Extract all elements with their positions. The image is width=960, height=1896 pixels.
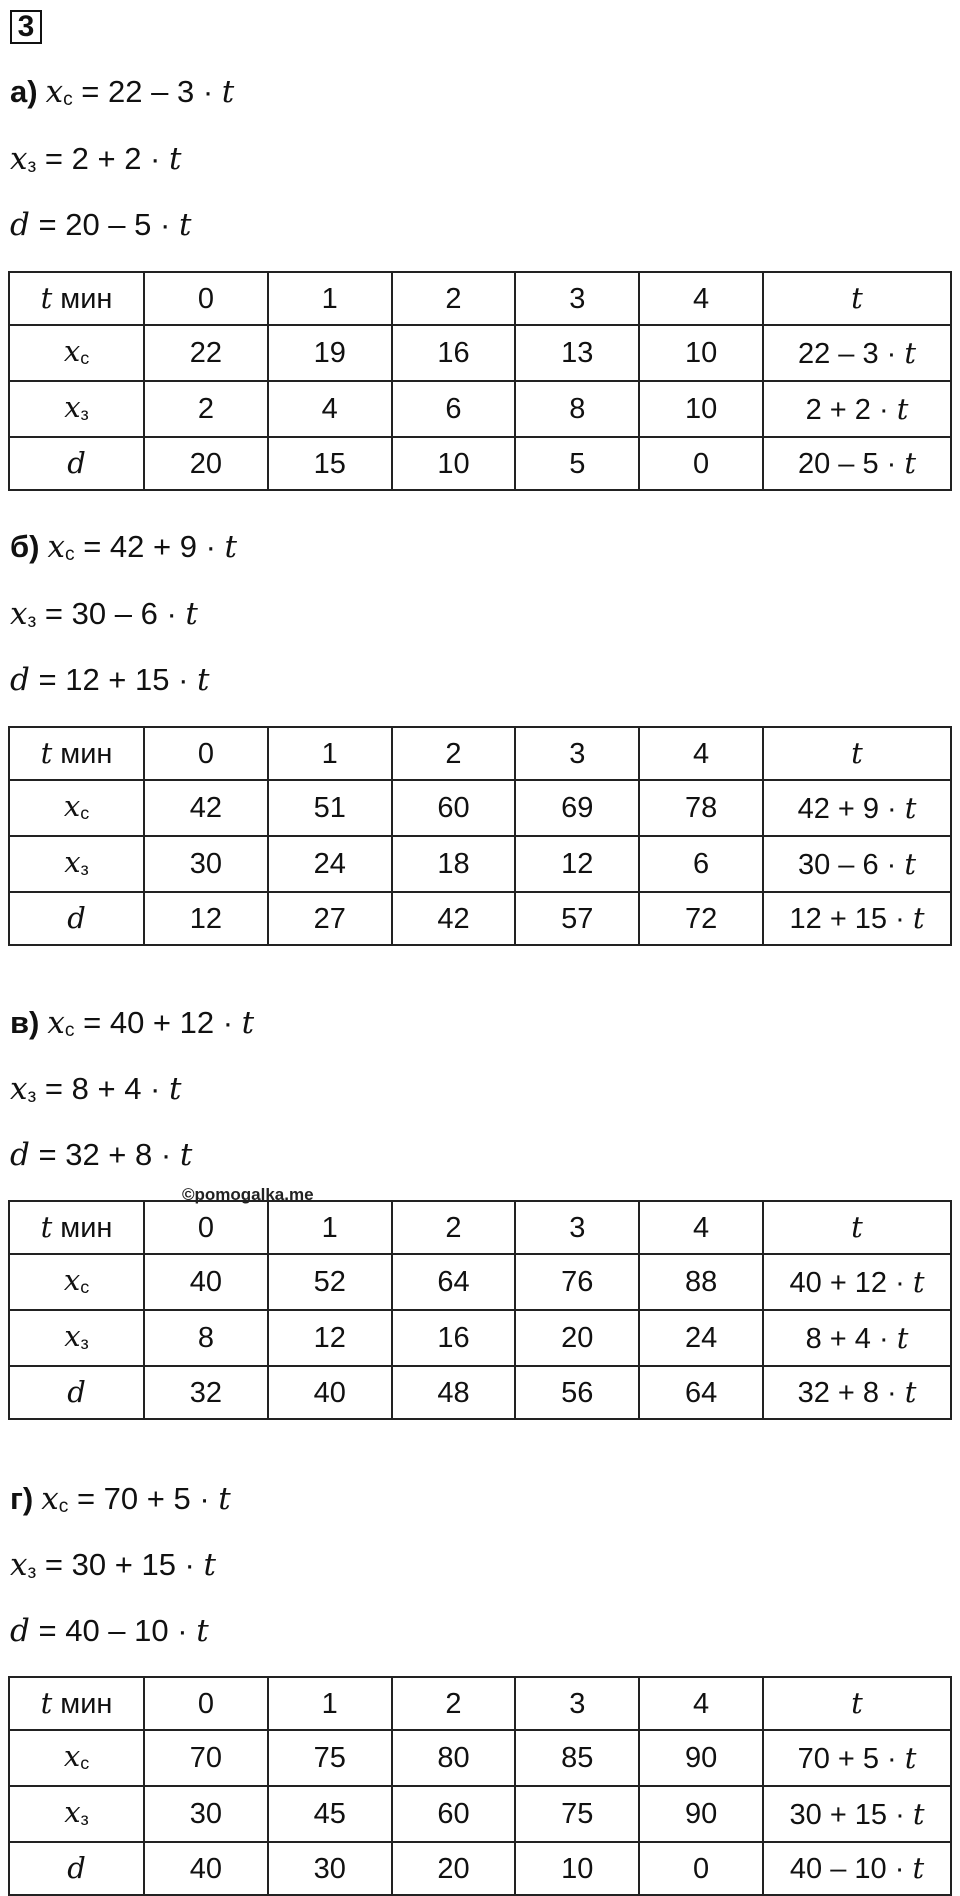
table-cell: 16 xyxy=(392,1310,516,1366)
table-cell: 2 xyxy=(144,381,268,437)
motion-table xyxy=(8,726,952,946)
table-cell: 42 + 9 · t xyxy=(763,780,951,836)
row-header-cell xyxy=(9,1254,144,1310)
table-cell: 57 xyxy=(515,892,639,945)
equation-xc: г) $x_с = 70 + 5 \cdot t$ xyxy=(10,1481,231,1517)
table-cell: 72 xyxy=(639,892,763,945)
row-header-cell xyxy=(9,1366,144,1419)
table-row-time xyxy=(9,272,951,325)
table-cell: 13 xyxy=(515,325,639,381)
xc-symbol: $x_с$ xyxy=(63,1263,90,1297)
table-cell: 2 + 2 · t xyxy=(763,381,951,437)
table-cell: 4 xyxy=(639,1677,763,1730)
table-cell: 48 xyxy=(392,1366,516,1419)
table-cell: 20 xyxy=(144,437,268,490)
xz-symbol: $x_з$ xyxy=(10,1071,37,1107)
table-cell: 0 xyxy=(144,1201,268,1254)
part-label: в) xyxy=(10,1005,40,1040)
equation-d: d = 32 + 8 · t xyxy=(10,1137,193,1173)
table-cell: 76 xyxy=(515,1254,639,1310)
table-cell: 3 xyxy=(515,272,639,325)
table-row-d xyxy=(9,1366,951,1419)
xc-symbol: $x_с$ xyxy=(63,1739,90,1773)
d-symbol: d xyxy=(67,446,86,480)
table-cell: 5 xyxy=(515,437,639,490)
row-header-cell xyxy=(9,437,144,490)
table-row-xc xyxy=(9,1254,951,1310)
table-cell: 0 xyxy=(639,437,763,490)
table-cell: 45 xyxy=(268,1786,392,1842)
table-cell: 6 xyxy=(639,836,763,892)
task-number: 3 xyxy=(17,10,35,43)
table-cell: 4 xyxy=(639,272,763,325)
table-cell: 42 xyxy=(392,892,516,945)
table-cell: 22 xyxy=(144,325,268,381)
row-header-cell xyxy=(9,780,144,836)
d-symbol: d xyxy=(10,662,30,698)
table-cell: 88 xyxy=(639,1254,763,1310)
table-cell: 85 xyxy=(515,1730,639,1786)
table-cell: 64 xyxy=(392,1254,516,1310)
equation-xz: $x_з = 30 + 15 \cdot t$ xyxy=(10,1547,216,1583)
table-row-xc xyxy=(9,1730,951,1786)
motion-table xyxy=(8,271,952,491)
table-cell: 90 xyxy=(639,1786,763,1842)
table-cell: 70 + 5 · t xyxy=(763,1730,951,1786)
table-cell: t xyxy=(763,727,951,780)
row-header-cell xyxy=(9,381,144,437)
table-cell: 12 xyxy=(144,892,268,945)
table-cell: 1 xyxy=(268,1201,392,1254)
row-header-cell: t мин xyxy=(9,1677,144,1730)
table-cell: 4 xyxy=(639,1201,763,1254)
table-cell: 4 xyxy=(639,727,763,780)
table-cell: 30 xyxy=(144,1786,268,1842)
xc-symbol: $x_с$ xyxy=(63,789,90,823)
table-cell: 2 xyxy=(392,727,516,780)
table-row-xz xyxy=(9,1786,951,1842)
part-label: б) xyxy=(10,529,40,564)
table-cell: 12 xyxy=(515,836,639,892)
table-cell: 10 xyxy=(639,381,763,437)
xc-symbol: $x_с$ xyxy=(47,529,75,565)
table-cell: 8 xyxy=(144,1310,268,1366)
table-cell: 0 xyxy=(639,1842,763,1895)
xz-symbol: $x_з$ xyxy=(64,845,89,879)
task-number-box xyxy=(10,10,42,44)
table-cell: 40 – 10 · t xyxy=(763,1842,951,1895)
row-header-cell xyxy=(9,836,144,892)
d-symbol: d xyxy=(10,207,30,243)
motion-table xyxy=(8,1200,952,1420)
table-cell: 12 xyxy=(268,1310,392,1366)
row-header-cell: t мин xyxy=(9,727,144,780)
xc-symbol: $x_с$ xyxy=(47,1005,75,1041)
table-cell: 75 xyxy=(515,1786,639,1842)
table-cell: 10 xyxy=(639,325,763,381)
table-cell: 56 xyxy=(515,1366,639,1419)
xc-symbol: $x_с$ xyxy=(45,74,73,110)
xz-symbol: $x_з$ xyxy=(10,1547,37,1583)
table-cell: 4 xyxy=(268,381,392,437)
table-cell: 75 xyxy=(268,1730,392,1786)
equation-d: d = 12 + 15 · t xyxy=(10,662,210,698)
table-row-time xyxy=(9,727,951,780)
table-cell: 1 xyxy=(268,727,392,780)
part-label: а) xyxy=(10,74,38,109)
table-cell: 0 xyxy=(144,1677,268,1730)
equation-xz: $x_з = 30 - 6 \cdot t$ xyxy=(10,596,198,632)
xc-symbol: $x_с$ xyxy=(63,334,90,368)
row-header-cell xyxy=(9,1730,144,1786)
xz-symbol: $x_з$ xyxy=(64,1795,89,1829)
xz-symbol: $x_з$ xyxy=(64,390,89,424)
table-cell: 40 xyxy=(144,1254,268,1310)
table-cell: 10 xyxy=(515,1842,639,1895)
table-row-xz xyxy=(9,1310,951,1366)
equation-xc: б) $x_с = 42 + 9 \cdot t$ xyxy=(10,529,237,565)
table-cell: t xyxy=(763,1201,951,1254)
motion-table xyxy=(8,1676,952,1896)
d-symbol: d xyxy=(67,901,86,935)
xz-symbol: $x_з$ xyxy=(10,141,37,177)
table-cell: 16 xyxy=(392,325,516,381)
table-row-d xyxy=(9,892,951,945)
equation-xz: $x_з = 2 + 2 \cdot t$ xyxy=(10,141,182,177)
table-cell: t xyxy=(763,272,951,325)
table-cell: 69 xyxy=(515,780,639,836)
table-cell: 24 xyxy=(639,1310,763,1366)
table-cell: 18 xyxy=(392,836,516,892)
table-cell: 20 – 5 · t xyxy=(763,437,951,490)
table-cell: 80 xyxy=(392,1730,516,1786)
table-row-time xyxy=(9,1201,951,1254)
table-cell: 20 xyxy=(392,1842,516,1895)
row-header-cell: t мин xyxy=(9,1201,144,1254)
table-cell: 40 xyxy=(268,1366,392,1419)
table-cell: 0 xyxy=(144,272,268,325)
table-cell: 70 xyxy=(144,1730,268,1786)
row-header-cell xyxy=(9,1786,144,1842)
d-symbol: d xyxy=(10,1137,30,1173)
table-cell: 20 xyxy=(515,1310,639,1366)
table-cell: 1 xyxy=(268,272,392,325)
d-symbol: d xyxy=(10,1613,30,1649)
table-row-xz xyxy=(9,381,951,437)
table-cell: 0 xyxy=(144,727,268,780)
row-header-cell xyxy=(9,892,144,945)
row-header-cell: t мин xyxy=(9,272,144,325)
table-cell: 60 xyxy=(392,1786,516,1842)
table-cell: 8 xyxy=(515,381,639,437)
table-cell: 30 + 15 · t xyxy=(763,1786,951,1842)
table-cell: 8 + 4 · t xyxy=(763,1310,951,1366)
table-cell: 12 + 15 · t xyxy=(763,892,951,945)
xz-symbol: $x_з$ xyxy=(64,1319,89,1353)
row-header-cell xyxy=(9,1842,144,1895)
table-row-xz xyxy=(9,836,951,892)
table-cell: 32 xyxy=(144,1366,268,1419)
table-cell: 42 xyxy=(144,780,268,836)
table-cell: 3 xyxy=(515,1201,639,1254)
table-cell: 40 + 12 · t xyxy=(763,1254,951,1310)
d-symbol: d xyxy=(67,1851,86,1885)
row-header-cell xyxy=(9,1310,144,1366)
table-cell: 40 xyxy=(144,1842,268,1895)
xz-symbol: $x_з$ xyxy=(10,596,37,632)
table-cell: 24 xyxy=(268,836,392,892)
table-cell: 6 xyxy=(392,381,516,437)
xc-symbol: $x_с$ xyxy=(41,1481,69,1517)
table-row-xc xyxy=(9,780,951,836)
table-cell: 2 xyxy=(392,1677,516,1730)
table-cell: 22 – 3 · t xyxy=(763,325,951,381)
table-cell: t xyxy=(763,1677,951,1730)
table-row-d xyxy=(9,437,951,490)
table-cell: 1 xyxy=(268,1677,392,1730)
table-cell: 30 xyxy=(144,836,268,892)
table-cell: 15 xyxy=(268,437,392,490)
table-cell: 30 – 6 · t xyxy=(763,836,951,892)
equation-d: d = 20 – 5 · t xyxy=(10,207,192,243)
table-cell: 3 xyxy=(515,1677,639,1730)
table-cell: 2 xyxy=(392,1201,516,1254)
table-row-time xyxy=(9,1677,951,1730)
table-cell: 2 xyxy=(392,272,516,325)
table-cell: 78 xyxy=(639,780,763,836)
equation-xz: $x_з = 8 + 4 \cdot t$ xyxy=(10,1071,182,1107)
part-label: г) xyxy=(10,1481,34,1516)
row-header-cell xyxy=(9,325,144,381)
table-cell: 90 xyxy=(639,1730,763,1786)
watermark: ©pomogalka.me xyxy=(182,1185,314,1204)
table-cell: 64 xyxy=(639,1366,763,1419)
equation-d: d = 40 – 10 · t xyxy=(10,1613,209,1649)
table-cell: 30 xyxy=(268,1842,392,1895)
equation-xc: а) $x_с = 22 - 3 \cdot t$ xyxy=(10,74,235,110)
table-row-xc xyxy=(9,325,951,381)
equation-xc: в) $x_с = 40 + 12 \cdot t$ xyxy=(10,1005,255,1041)
table-cell: 19 xyxy=(268,325,392,381)
table-cell: 52 xyxy=(268,1254,392,1310)
table-cell: 32 + 8 · t xyxy=(763,1366,951,1419)
table-cell: 60 xyxy=(392,780,516,836)
table-cell: 51 xyxy=(268,780,392,836)
d-symbol: d xyxy=(67,1375,86,1409)
table-cell: 27 xyxy=(268,892,392,945)
table-cell: 10 xyxy=(392,437,516,490)
table-row-d xyxy=(9,1842,951,1895)
table-cell: 3 xyxy=(515,727,639,780)
